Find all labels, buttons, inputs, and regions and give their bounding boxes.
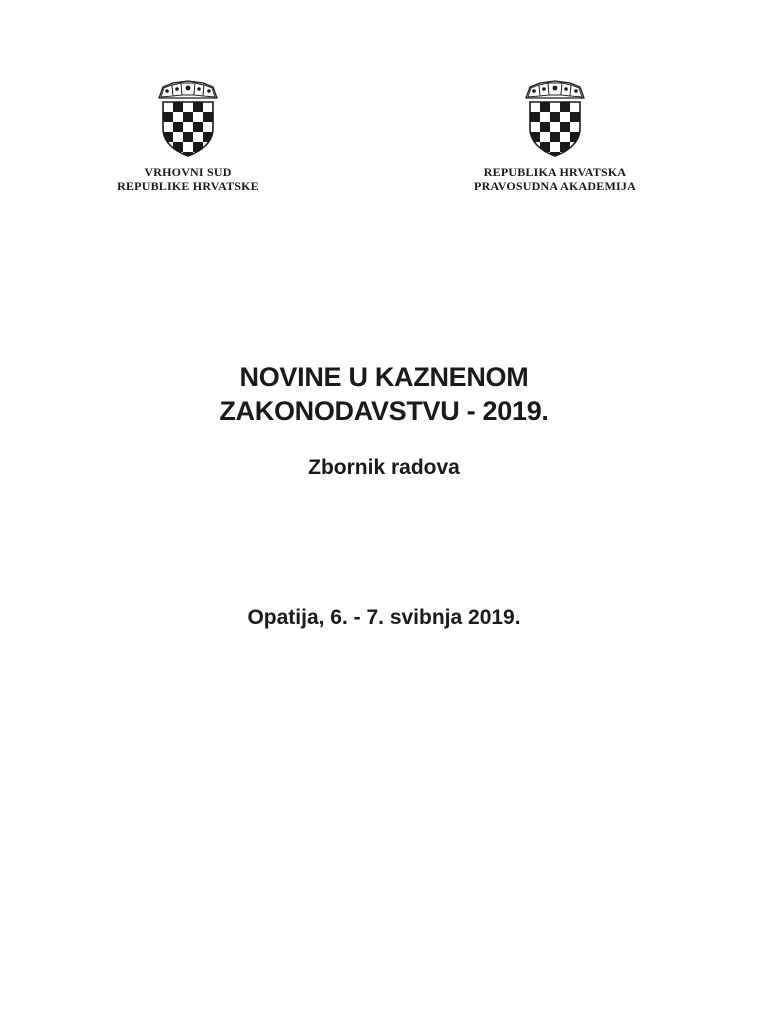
document-title-line1: NOVINE U KAZNENOM — [239, 362, 529, 392]
shield-field — [163, 102, 213, 158]
croatian-coat-of-arms-icon — [156, 78, 220, 158]
checker-square — [183, 132, 193, 142]
crown-mark — [542, 87, 546, 91]
checker-square — [560, 102, 570, 112]
croatian-coat-of-arms-icon — [523, 78, 587, 158]
crown-mark — [186, 86, 191, 91]
checker-square — [540, 142, 550, 152]
checker-square — [173, 142, 183, 152]
checker-square — [560, 122, 570, 132]
crown-mark — [175, 87, 179, 91]
checker-square — [193, 142, 203, 152]
checker-square — [530, 152, 540, 158]
checker-square — [550, 112, 560, 122]
checker-square — [203, 112, 213, 122]
checker-square — [550, 132, 560, 142]
institution-name-left-line2: REPUBLIKE HRVATSKE — [117, 179, 259, 193]
crown-mark — [564, 87, 568, 91]
checker-square — [163, 112, 173, 122]
crown-mark — [165, 89, 169, 93]
header-left-institution — [58, 78, 318, 193]
document-title — [0, 360, 768, 428]
checker-square — [203, 152, 213, 158]
institution-name-right-line2: PRAVOSUDNA AKADEMIJA — [474, 179, 636, 193]
checker-square — [530, 112, 540, 122]
institution-name-left-line1: VRHOVNI SUD — [144, 165, 232, 179]
crown — [526, 81, 584, 98]
checkered-shield — [163, 102, 213, 158]
crown — [159, 81, 217, 98]
document-title-line2: ZAKONODAVSTVU - 2019. — [219, 396, 549, 426]
checker-square — [570, 112, 580, 122]
institution-name-right — [425, 165, 685, 193]
header-right-institution — [425, 78, 685, 193]
shield-field — [530, 102, 580, 158]
checker-square — [163, 152, 173, 158]
crown-mark — [207, 89, 211, 93]
checker-square — [173, 102, 183, 112]
checker-square — [560, 142, 570, 152]
document-subtitle: Zbornik radova — [308, 456, 460, 479]
crown-mark — [197, 87, 201, 91]
checker-square — [193, 122, 203, 132]
checker-square — [540, 102, 550, 112]
crown-mark — [532, 89, 536, 93]
checker-square — [193, 102, 203, 112]
checker-square — [183, 112, 193, 122]
institution-name-left — [58, 165, 318, 193]
event-place-date: Opatija, 6. - 7. svibnja 2019. — [247, 606, 521, 629]
checker-square — [173, 122, 183, 132]
crown-mark — [574, 89, 578, 93]
checkered-shield — [530, 102, 580, 158]
checker-square — [570, 152, 580, 158]
institution-name-right-line1: REPUBLIKA HRVATSKA — [483, 165, 627, 179]
checker-square — [540, 122, 550, 132]
crown-mark — [553, 86, 558, 91]
